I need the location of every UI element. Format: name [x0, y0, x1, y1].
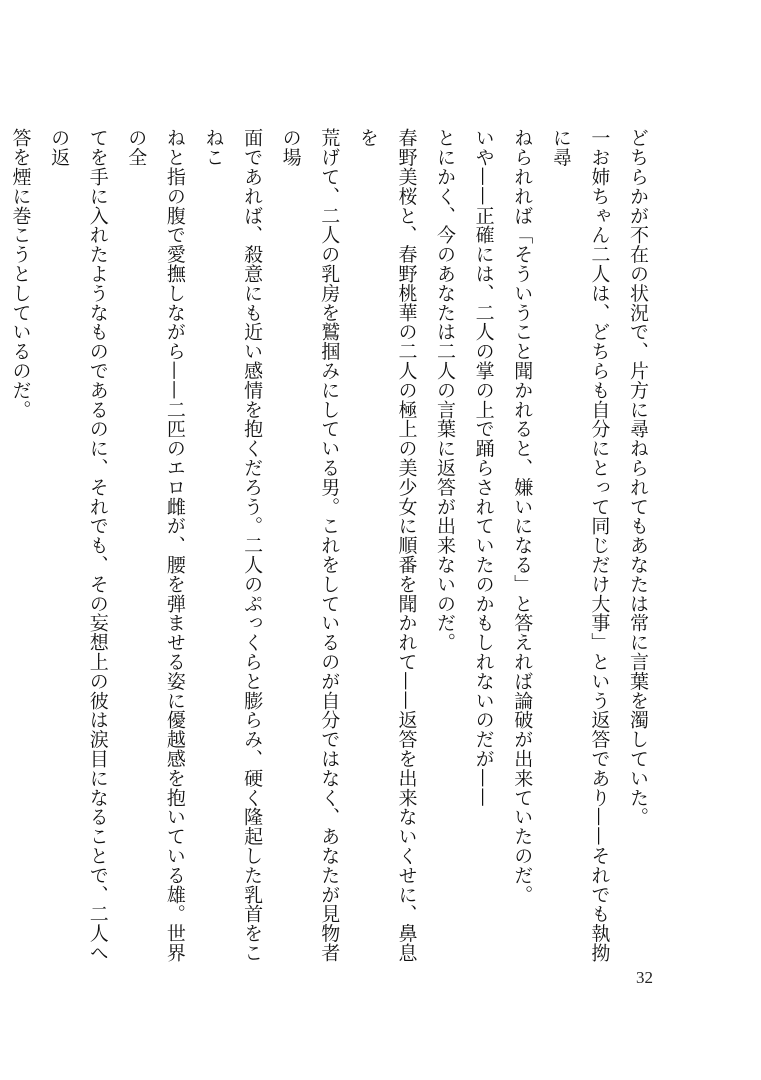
text-line: 一お姉ちゃん二人は、どちらも自分にとって同じだけ大事」という返答であり——それでも執拗に尋: [549, 128, 611, 963]
text-line: 春野美桜と、春野桃華の二人の極上の美少女に順番を聞かれて——返答を出来ないくせに、鼻息を: [356, 128, 418, 963]
text-line: 面であれば、殺意にも近い感情を抱くだろう。二人のぷっくらと膨らみ、硬く隆起した乳首をこねこ: [202, 128, 264, 963]
text-line: どちらかが不在の状況で、片方に尋ねられてもあなたは常に言葉を濁していた。: [627, 128, 649, 827]
text-line: ねと指の腹で愛撫しながら——二匹のエロ雌が、腰を弾ませる姿に優越感を抱いている雄。世界の全: [125, 128, 186, 963]
text-line: てを手に入れたようなものであるのに、それでも、その妄想上の彼は涙目になることで、二人への返: [48, 128, 109, 963]
vertical-text-body: [9, 128, 657, 968]
text-line: [0, 128, 1, 968]
text-line: とにかく、今のあなたは二人の言葉に返答が出来ないのだ。: [434, 128, 457, 652]
page-number: 32: [636, 968, 653, 987]
text-line: 荒げて、二人の乳房を鷲掴みにしている男。これをしているのが自分ではなく、あなたが見物者の場: [279, 128, 341, 963]
text-line: いや——正確には、二人の掌の上で踊らされていたのかもしれないのだが——: [472, 128, 495, 807]
text-line: ねられれば「そういうこと聞かれると、嫌いになる」と答えれば論破が出来ていたのだ。: [511, 128, 534, 904]
text-line: 答を煙に巻こうとしているのだ。: [9, 128, 32, 419]
